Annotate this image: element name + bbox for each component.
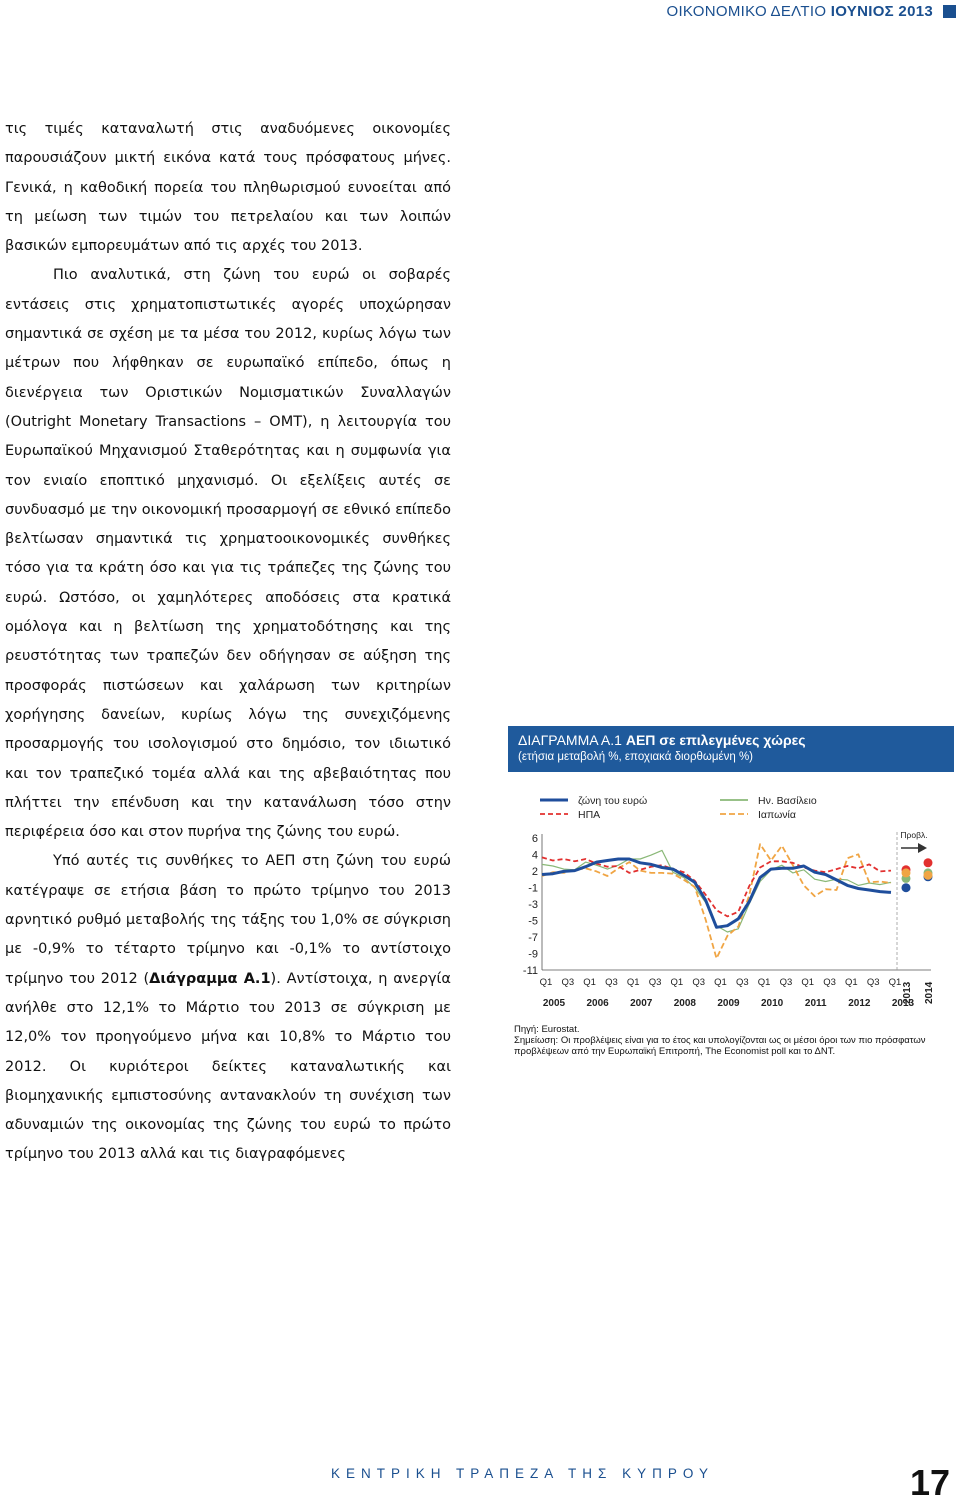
chart-notes [508,1022,954,1068]
y-tick-label: 6 [532,833,538,845]
x-tick-label: Q1 [801,977,814,988]
x-tick-label: Q1 [671,977,684,988]
x-tick-label: Q3 [692,977,705,988]
chart-title-prefix: ΔΙΑΓΡΑΜΜΑ Α.1 [518,732,626,748]
forecast-year-label: 2014 [924,981,935,1004]
forecast-point [924,858,933,867]
figure-reference: Διάγραμμα Α.1 [149,971,270,987]
legend-label: Ιαπωνία [758,809,796,821]
paragraph-3-part-a: Υπό αυτές τις συνθήκες το ΑΕΠ στη ζώνη του ευρώ κατέγραψε σε ετήσια βάση το πρώτο τρίμηνο του 2013 αρνητικό ρυθμό μεταβολής της τάξης του 1,0% σε σύγκριση με -0,9% το τέταρτο τρίμηνο και -0,1% το αντίστοιχο τρίμηνο του 2012 ( [5,853,451,986]
x-year-label: 2008 [674,998,697,1009]
page-header [667,0,960,22]
header-square-icon [943,5,956,18]
forecast-point [902,883,911,892]
legend-label: ζώνη του ευρώ [578,795,647,807]
x-year-label: 2006 [587,998,610,1009]
paragraph-3-part-b: ). Αντίστοιχα, η ανεργία ανήλθε στο 12,1% το Μάρτιο του 2013 σε σύγκριση με 12,0% τον προηγούμενο μήνα και 10,8% το Μάρτιο του 2012. Οι κυριότεροι δείκτες καταναλωτικής και βιομηχανικής εμπιστοσύνης αντανακλούν τη συνέχιση των αδυναμιών της οικονομίας της ζώνης του ευρώ το πρώτο τρίμηνο του 2013 αλλά και τις διαγραφόμενες [5,971,451,1163]
forecast-label: Προβλ. [900,830,927,840]
x-tick-label: Q3 [605,977,618,988]
forecast-point [924,871,933,880]
chart-subtitle: (ετήσια μεταβολή %, εποχιακά διορθωμένη %) [518,749,954,765]
x-tick-label: Q3 [561,977,574,988]
x-year-label: 2011 [805,998,827,1009]
y-tick-label: -11 [523,965,538,977]
page-number: 17 [910,1462,950,1504]
y-tick-label: -3 [528,899,538,911]
y-tick-label: 2 [532,866,538,878]
x-tick-label: Q1 [540,977,553,988]
chart-svg [508,772,954,1022]
x-year-label: 2007 [630,998,653,1009]
x-year-label: 2009 [717,998,740,1009]
y-tick-label: -9 [528,949,538,961]
body-text-column [5,115,451,1170]
x-tick-label: Q1 [714,977,727,988]
y-tick-label: -5 [528,916,538,928]
x-tick-label: Q3 [867,977,880,988]
y-tick-label: -7 [528,932,538,944]
header-title [667,3,934,20]
x-tick-label: Q1 [758,977,771,988]
x-tick-label: Q3 [823,977,836,988]
x-tick-label: Q3 [736,977,749,988]
chart-plot-area [508,772,954,1022]
x-tick-label: Q1 [845,977,858,988]
x-year-label: 2010 [761,998,784,1009]
header-title-prefix: ΟΙΚΟΝΟΜΙΚΟ ΔΕΛΤΙΟ [667,3,831,20]
y-tick-label: 4 [532,850,538,862]
x-year-label: 2012 [848,998,871,1009]
x-tick-label: Q3 [649,977,662,988]
x-tick-label: Q1 [889,977,902,988]
forecast-point [902,868,911,877]
legend-label: ΗΠΑ [578,809,600,821]
paragraph-3 [5,847,451,1169]
chart-note: Σημείωση: Οι προβλέψεις είναι για το έτος και υπολογίζονται ως οι μέσοι όροι των πιο πρόσφατων προβλέψεων από την Ευρωπαϊκή Επιτροπή, The Economist poll και το ΔΝΤ. [514,1035,948,1057]
forecast-arrow-icon [918,843,927,853]
series-line [542,857,891,916]
chart-figure [508,726,954,1068]
footer-bank-name: ΚΕΝΤΡΙΚΗ ΤΡΑΠΕΖΑ ΤΗΣ ΚΥΠΡΟΥ [331,1466,714,1481]
y-tick-label: -1 [528,883,538,895]
x-year-label: 2005 [543,998,566,1009]
chart-source: Πηγή: Eurostat. [514,1024,948,1035]
x-tick-label: Q3 [780,977,793,988]
paragraph-1: τις τιμές καταναλωτή στις αναδυόμενες οικονομίες παρουσιάζουν μικτή εικόνα κατά τους πρόσφατους μήνες. Γενικά, η καθοδική πορεία του πληθωρισμού ευνοείται από τη μείωση των τιμών του πετρελαίου και των λοιπών βασικών εμπορευμάτων από τις αρχές του 2013. [5,115,451,261]
header-title-bold: ΙΟΥΝΙΟΣ 2013 [831,3,933,20]
legend-label: Ην. Βασίλειο [758,795,817,807]
chart-header [508,726,954,772]
paragraph-2: Πιο αναλυτικά, στη ζώνη του ευρώ οι σοβαρές εντάσεις στις χρηματοπιστωτικές αγορές υποχώρησαν σημαντικά σε σχέση με τα μέσα του 2012, κυρίως λόγω των μέτρων που λήφθηκαν σε ευρωπαϊκό επίπεδο, όπως η διενέργεια των Οριστικών Νομισματικών Συναλλαγών (Outright Monetary Transactions – OMT), η λειτουργία του Ευρωπαϊκού Μηχανισμού Σταθερότητας και η συμφωνία για τον ενιαίο εποπτικό μηχανισμό. Οι εξελίξεις αυτές σε συνδυασμό με την οικονομική προσαρμογή σε εθνικό επίπεδο βελτίωσαν σημαντικά τις χρηματοοικονομικές συνθήκες τόσο για τα κράτη όσο και για τις τράπεζες της ζώνης του ευρώ. Ωστόσο, οι χαμηλότερες αποδόσεις στα κρατικά ομόλογα και η βελτίωση της χρηματοδότησης και της ρευστότητας των τραπεζών δεν οδήγησαν σε αύξηση της προσφοράς πιστώσεων και χαλάρωση των κριτηρίων χορήγησης δανείων, κυρίως λόγω της συνεχιζόμενης προσαρμογής του ισολογισμού στο δημόσιο, τον ιδιωτικό και τον τραπεζικό τομέα αλλά και της αβεβαιότητας που πλήττει την επένδυση και την κατανάλωση τόσο στην περιφέρεια όσο και στον πυρήνα της ζώνης του ευρώ. [5,261,451,847]
x-tick-label: Q1 [627,977,640,988]
x-tick-label: Q1 [583,977,596,988]
chart-title [518,732,954,749]
chart-title-bold: ΑΕΠ σε επιλεγμένες χώρες [626,732,806,748]
series-line [542,844,891,958]
forecast-year-label: 2013 [902,981,913,1004]
x-year-label: 2013 [892,998,915,1009]
